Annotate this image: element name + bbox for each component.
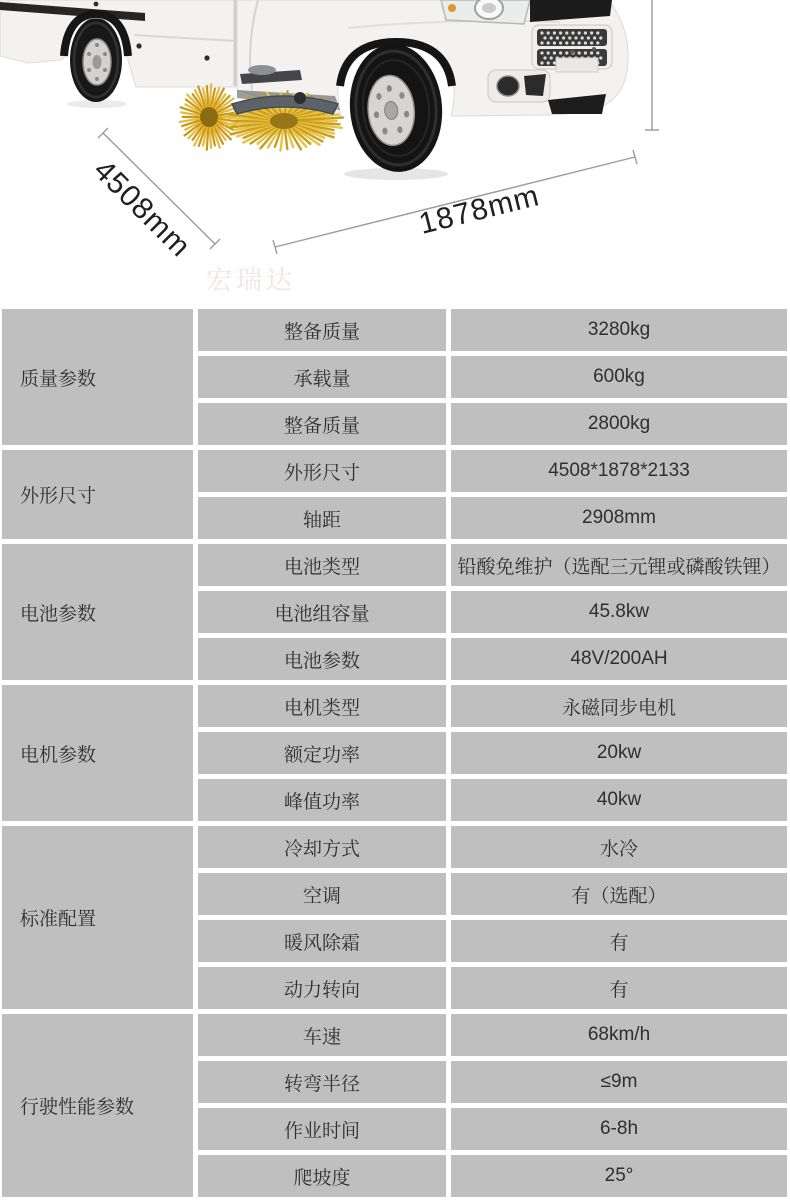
spec-group — [2, 309, 787, 445]
spec-row — [198, 638, 787, 680]
spec-row — [198, 685, 787, 727]
spec-row — [198, 1108, 787, 1150]
param-cell: 承载量 — [198, 356, 446, 398]
spec-row — [198, 497, 787, 539]
param-cell: 电机类型 — [198, 685, 446, 727]
rear-wheel-shadow — [67, 100, 127, 108]
value-cell: 永磁同步电机 — [451, 685, 787, 727]
param-cell: 外形尺寸 — [198, 450, 446, 492]
param-cell: 空调 — [198, 873, 446, 915]
value-cell: 有（选配） — [451, 873, 787, 915]
category-cell: 外形尺寸 — [2, 450, 193, 539]
param-cell: 整备质量 — [198, 403, 446, 445]
category-cell: 电机参数 — [2, 685, 193, 821]
value-cell: 25° — [451, 1155, 787, 1197]
spec-group — [2, 826, 787, 1009]
value-cell: 2908mm — [451, 497, 787, 539]
param-cell: 整备质量 — [198, 309, 446, 351]
param-cell: 峰值功率 — [198, 779, 446, 821]
param-cell: 车速 — [198, 1014, 446, 1056]
spec-group — [2, 685, 787, 821]
param-cell: 作业时间 — [198, 1108, 446, 1150]
spec-row — [198, 544, 787, 586]
param-cell: 电池组容量 — [198, 591, 446, 633]
value-cell: 有 — [451, 967, 787, 1009]
value-cell: ≤9m — [451, 1061, 787, 1103]
param-cell: 爬坡度 — [198, 1155, 446, 1197]
spec-row — [198, 591, 787, 633]
spec-row — [198, 309, 787, 351]
value-cell: 2800kg — [451, 403, 787, 445]
front-wheel — [345, 40, 448, 176]
rear-wheel — [70, 18, 122, 102]
brand-watermark: 宏瑞达 — [206, 265, 297, 295]
value-cell: 68km/h — [451, 1014, 787, 1056]
spec-row — [198, 1061, 787, 1103]
spec-row — [198, 403, 787, 445]
spec-row — [198, 450, 787, 492]
value-cell: 4508*1878*2133 — [451, 450, 787, 492]
param-cell: 冷却方式 — [198, 826, 446, 868]
spec-row — [198, 732, 787, 774]
spec-row — [198, 920, 787, 962]
category-cell: 质量参数 — [2, 309, 193, 445]
value-cell: 45.8kw — [451, 591, 787, 633]
category-cell: 行驶性能参数 — [2, 1014, 193, 1197]
param-cell: 额定功率 — [198, 732, 446, 774]
spec-table — [0, 309, 790, 1197]
category-cell: 标准配置 — [2, 826, 193, 1009]
spec-row — [198, 826, 787, 868]
value-cell: 有 — [451, 920, 787, 962]
spec-group — [2, 1014, 787, 1197]
width-dimension-label: 1878mm — [415, 179, 543, 241]
spec-row — [198, 1155, 787, 1197]
spec-group — [2, 544, 787, 680]
value-cell: 600kg — [451, 356, 787, 398]
param-cell: 电池参数 — [198, 638, 446, 680]
param-cell: 电池类型 — [198, 544, 446, 586]
param-cell: 轴距 — [198, 497, 446, 539]
param-cell: 动力转向 — [198, 967, 446, 1009]
headlight — [441, 0, 530, 24]
spec-row — [198, 1014, 787, 1056]
spec-row — [198, 873, 787, 915]
product-photo-section — [0, 0, 790, 309]
length-dimension-label: 4508mm — [87, 153, 198, 264]
value-cell: 6-8h — [451, 1108, 787, 1150]
value-cell: 水冷 — [451, 826, 787, 868]
value-cell: 20kw — [451, 732, 787, 774]
sweeper-truck-photo — [0, 0, 790, 309]
value-cell: 3280kg — [451, 309, 787, 351]
value-cell: 铅酸免维护（选配三元锂或磷酸铁锂） — [451, 544, 787, 586]
spec-row — [198, 356, 787, 398]
value-cell: 40kw — [451, 779, 787, 821]
spec-group — [2, 450, 787, 539]
param-cell: 暖风除霜 — [198, 920, 446, 962]
spec-row — [198, 779, 787, 821]
param-cell: 转弯半径 — [198, 1061, 446, 1103]
front-wheel-shadow — [344, 168, 448, 180]
value-cell: 48V/200AH — [451, 638, 787, 680]
spec-row — [198, 967, 787, 1009]
category-cell: 电池参数 — [2, 544, 193, 680]
